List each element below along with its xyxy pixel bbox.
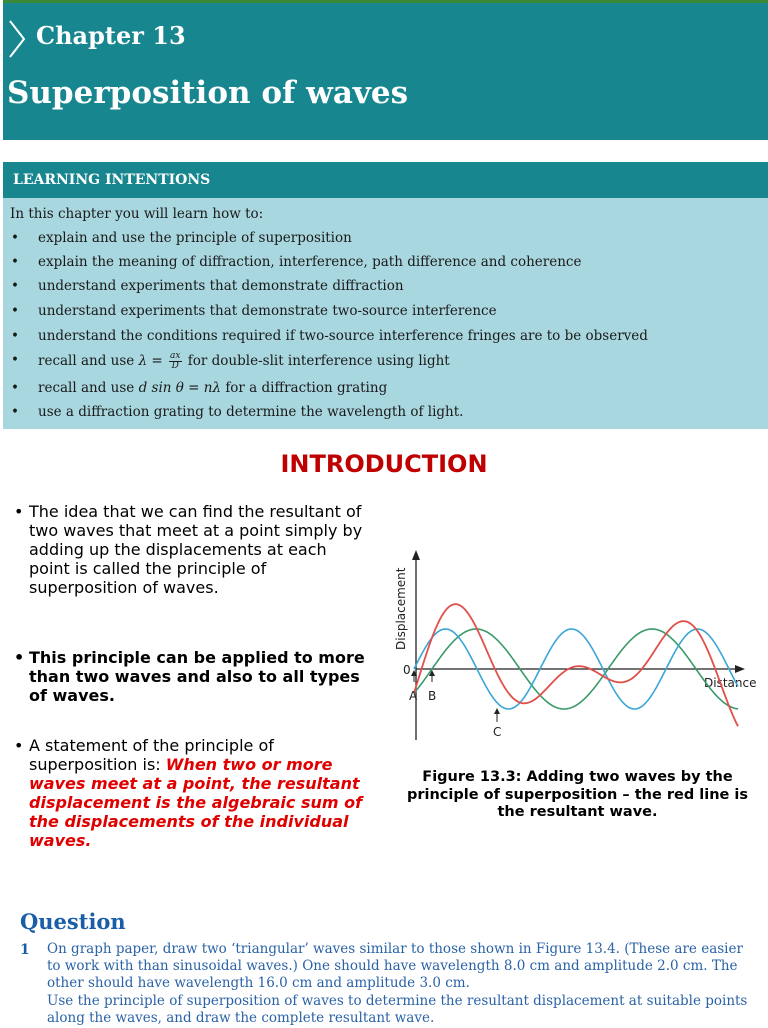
- learning-intentions-header: [3, 162, 768, 198]
- bullet: •: [14, 502, 24, 521]
- chapter-banner: [3, 0, 768, 140]
- formula-fraction: [169, 352, 181, 371]
- bullet: •: [14, 736, 24, 755]
- y-axis-label: Displacement: [394, 567, 408, 650]
- introduction-heading: INTRODUCTION: [280, 450, 488, 478]
- learning-item-suffix: for a diffraction grating: [225, 380, 388, 396]
- bullet: •: [11, 380, 19, 396]
- marker-c-label: C: [493, 725, 502, 739]
- learning-item-suffix: for double-slit interference using light: [187, 353, 450, 369]
- formula-lambda: λ =: [138, 353, 163, 369]
- learning-intro: In this chapter you will learn how to:: [10, 206, 264, 222]
- statement-lead: A statement of the principle of superposition is:: [29, 736, 274, 774]
- formula-numerator: ax: [170, 351, 181, 361]
- bullet: •: [11, 303, 19, 319]
- intro-paragraph-2: [14, 648, 369, 705]
- bullet: •: [11, 230, 19, 246]
- bullet: •: [11, 404, 19, 420]
- superposition-figure: [380, 550, 758, 745]
- learning-item-text: [38, 380, 387, 396]
- chapter-label: Chapter 13: [36, 21, 186, 50]
- bullet: •: [11, 254, 19, 270]
- principle-statement: When two or more waves meet at a point, the resultant displacement is the algebraic sum of the displacements of the individual waves.: [29, 755, 363, 850]
- x-axis-arrow: [735, 665, 745, 673]
- bullet: •: [11, 278, 19, 294]
- resultant-wave-red-line: [414, 604, 738, 726]
- learning-intentions-box: [3, 198, 768, 429]
- question-number: 1: [20, 942, 30, 958]
- x-axis-label: Distance: [704, 676, 757, 690]
- marker-a-label: A: [409, 689, 418, 703]
- learning-item-text: understand the conditions required if two-source interference fringes are to be observed: [38, 328, 648, 344]
- recall-prefix: recall and use: [38, 353, 135, 369]
- learning-item-text: use a diffraction grating to determine the wavelength of light.: [38, 404, 464, 420]
- marker-c-arrowhead: [494, 708, 500, 714]
- learning-item-text: explain the meaning of diffraction, interference, path difference and coherence: [38, 254, 582, 270]
- figure-caption: Figure 13.3: Adding two waves by the principle of superposition – the red line is the resultant wave.: [406, 769, 749, 820]
- question-paragraph-2: Use the principle of superposition of waves to determine the resultant displacement at suitable points along the waves, and draw the complete resultant wave.: [47, 993, 748, 1026]
- chevron-right-icon: [7, 19, 27, 59]
- intro-paragraph-text: This principle can be applied to more than two waves and also to all types of waves.: [29, 648, 365, 705]
- marker-b-label: B: [428, 689, 437, 703]
- intro-paragraph-text: The idea that we can find the resultant of two waves that meet at a point simply by adding up the displacements at each point is called the principle of superposition of waves.: [29, 502, 363, 597]
- bullet: •: [11, 328, 19, 344]
- learning-intentions-heading: LEARNING INTENTIONS: [13, 172, 211, 188]
- bullet: •: [11, 352, 19, 368]
- recall-prefix: recall and use: [38, 380, 135, 396]
- intro-paragraph-3: [14, 736, 369, 850]
- formula-grating: d sin θ = nλ: [138, 380, 222, 396]
- learning-item-text: explain and use the principle of superposition: [38, 230, 352, 246]
- learning-item-text: understand experiments that demonstrate two-source interference: [38, 303, 497, 319]
- intro-paragraph-text: [29, 736, 369, 850]
- learning-item-text: [38, 352, 450, 371]
- question-text: [47, 941, 759, 1028]
- formula-denominator: D: [171, 361, 179, 371]
- y-axis-arrow: [412, 550, 420, 560]
- intro-paragraph-1: [14, 502, 369, 597]
- origin-label: 0: [403, 663, 411, 677]
- bullet: •: [14, 648, 25, 667]
- question-heading: Question: [20, 909, 126, 934]
- chapter-title: Superposition of waves: [7, 75, 409, 111]
- question-paragraph-1: On graph paper, draw two ‘triangular’ waves similar to those shown in Figure 13.4. (These are easier to work with than sinusoidal waves.) One should have wavelength 8.0 cm and amplitude 2.0 cm. The other should have wavelength 16.0 cm and amplitude 3.0 cm.: [47, 941, 743, 991]
- learning-item-text: understand experiments that demonstrate diffraction: [38, 278, 404, 294]
